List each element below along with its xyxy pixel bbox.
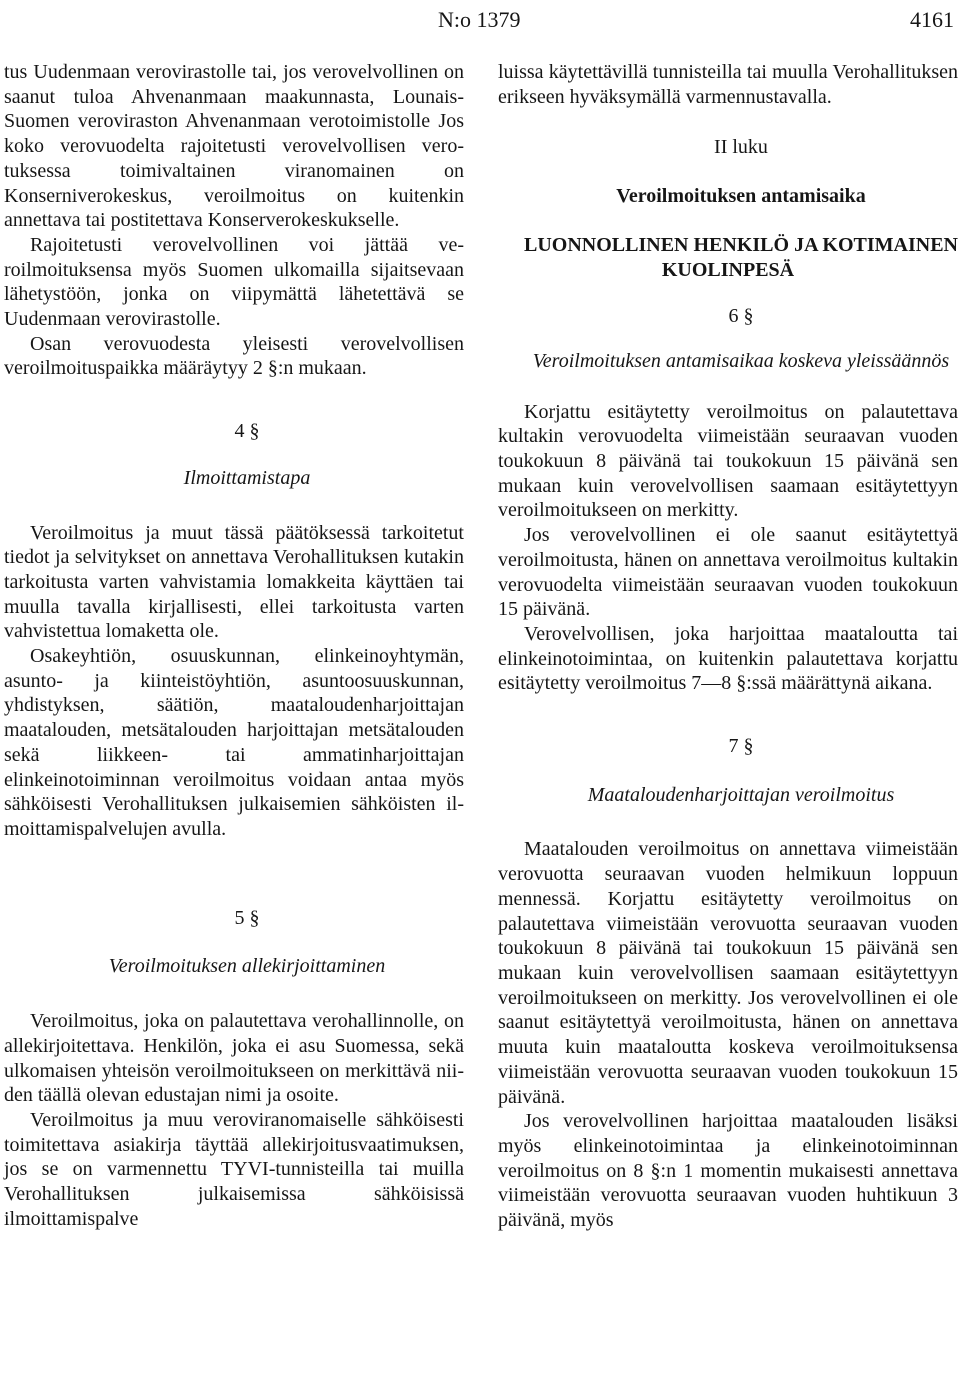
section-number: 6 §: [728, 305, 754, 328]
section-number: 5 §: [234, 906, 260, 929]
paragraph: Osakeyhtiön, osuuskunnan, elinkeinoyhtymän, asunto- ja kiinteistöyhtiön, asuntoosuuskunnan, yhdistyksen, säätiön, maataloudenharjoittajan maatalouden, metsätalouden harjoittajan metsätalouden sekä liikkeen- tai ammatinharjoittajan elinkeinotoiminnan veroilmoitus voidaan antaa myös sähköisesti Verohallituksen julkaisemien sähköisten ilmoittamispalvelujen avulla.: [4, 645, 464, 840]
paragraph: Verovelvollisen, joka harjoittaa maataloutta tai elinkeinotoimintaa, on kuitenkin palautettava korjattu esitäytetty veroilmoitus 7—8 §:ssä määrättynä aikana.: [498, 622, 958, 695]
left-column: [4, 60, 464, 1231]
paragraph: Rajoitetusti verovelvollinen voi jättää veroilmoituksensa myös Suomen ulkomailla sijaitsevaan lähetystöön, jonka on viipymättä lähetettävä se Uudenmaan verovirastolle.: [4, 233, 464, 331]
section-title: Ilmoittamistapa: [183, 466, 311, 489]
paragraph: tus Uudenmaan verovirastolle tai, jos verovelvollinen on saanut tuloa Ahvenanmaan maakunnasta, Lounais-Suomen veroviraston Ahvenanmaan verotoimistolle Jos koko verovuodelta rajoitetusti verovelvollisen verotuksessa toimivaltainen viranomainen on Konserniverokeskus, veroilmoitus on kuitenkin annettava tai postitettava Konserverokeskukselle.: [4, 61, 464, 232]
paragraph: Osan verovuodesta yleisesti verovelvollisen veroilmoituspaikka määräytyy 2 §:n mukaan.: [4, 332, 464, 380]
page-number: 4161: [910, 7, 954, 32]
chapter-title: Veroilmoituksen antamisaika: [616, 185, 866, 208]
section-number: 7 §: [728, 735, 754, 758]
section-number: 4 §: [234, 420, 260, 443]
paragraph: Maatalouden veroilmoitus on annettava viimeistään verovuotta seuraavan vuoden helmikuun loppuun mennessä. Korjattu esitäytetty veroilmoitus on palautettava viimeistään verovuotta seuraavan vuoden toukokuun 8 päivänä tai toukokuun 15 päivänä sen mukaan kuin verovelvollisen saamaan esitäytettyyn veroilmoitukseen on merkitty. Jos verovelvollinen ei ole saanut esitäytettyä veroilmoitusta, hänen on annettava muuta kuin maataloutta koskeva veroilmoituksensa viimeistään verovuotta seuraavan vuoden toukokuun 15 päivänä.: [498, 838, 958, 1108]
section-title: Maataloudenharjoittajan veroilmoitus: [587, 783, 895, 806]
paragraph: Veroilmoitus ja muut tässä päätöksessä tarkoitetut tiedot ja selvitykset on annettava Verohallituksen kutakin tarkoitusta varten vahvistamia lomakkeita käyttäen tai muulla tavalla kirjallisesti, ellei tarkoitusta varten vahvistettua lomaketta ole.: [4, 521, 464, 643]
paragraph: Veroilmoitus, joka on palautettava verohallinnolle, on allekirjoitettava. Henkilön, joka ei asu Suomessa, sekä ulkomaisen yhteisön veroilmoitukseen on merkittävä niiden täällä olevan edustajan nimi ja osoite.: [4, 1010, 464, 1107]
page-header: [0, 6, 960, 34]
paragraph: luissa käytettävillä tunnisteilla tai muulla Verohallituksen erikseen hyväksymällä varmennustavalla.: [498, 61, 958, 108]
section-title: Veroilmoituksen allekirjoittaminen: [108, 955, 386, 978]
statute-number: N:o 1379: [438, 7, 521, 32]
chapter-number: II luku: [714, 136, 768, 159]
paragraph: Veroilmoitus ja muu veroviranomaiselle sähköisesti toimitettava asiakirja täyttää allekirjoitusvaatimuksen, jos se on varmennettu TYVI-tunnisteilla tai muilla Verohallituksen julkaisemissa sähköisissä ilmoittamispalve: [4, 1108, 464, 1230]
subchapter-title: LUONNOLLINEN HENKILÖ JA KOTIMAINEN KUOLINPESÄ: [524, 233, 958, 281]
section-title: Veroilmoituksen antamisaikaa koskeva yleissäännös: [532, 349, 950, 372]
paragraph: Jos verovelvollinen ei ole saanut esitäytettyä veroilmoitusta, hänen on annettava veroilmoitus kultakin verovuodelta viimeistään seuraavan vuoden toukokuun 15 päivänä.: [498, 524, 958, 621]
paragraph: Jos verovelvollinen harjoittaa maatalouden lisäksi myös elinkeinotoimintaa ja elinkeinotoiminnan veroilmoitus on 8 §:n 1 momentin mukaisesti annettava viimeistään verovuotta seuraavan vuoden huhtikuun 3 päivänä, myös: [498, 1110, 958, 1232]
paragraph: Korjattu esitäytetty veroilmoitus on palautettava kultakin verovuodelta viimeistään seuraavan vuoden toukokuun 8 päivänä tai toukokuun 15 päivänä sen mukaan kuin verovelvollisen saamaan esitäytettyyn veroilmoitukseen on merkitty.: [498, 400, 958, 522]
right-column: [498, 60, 958, 1233]
